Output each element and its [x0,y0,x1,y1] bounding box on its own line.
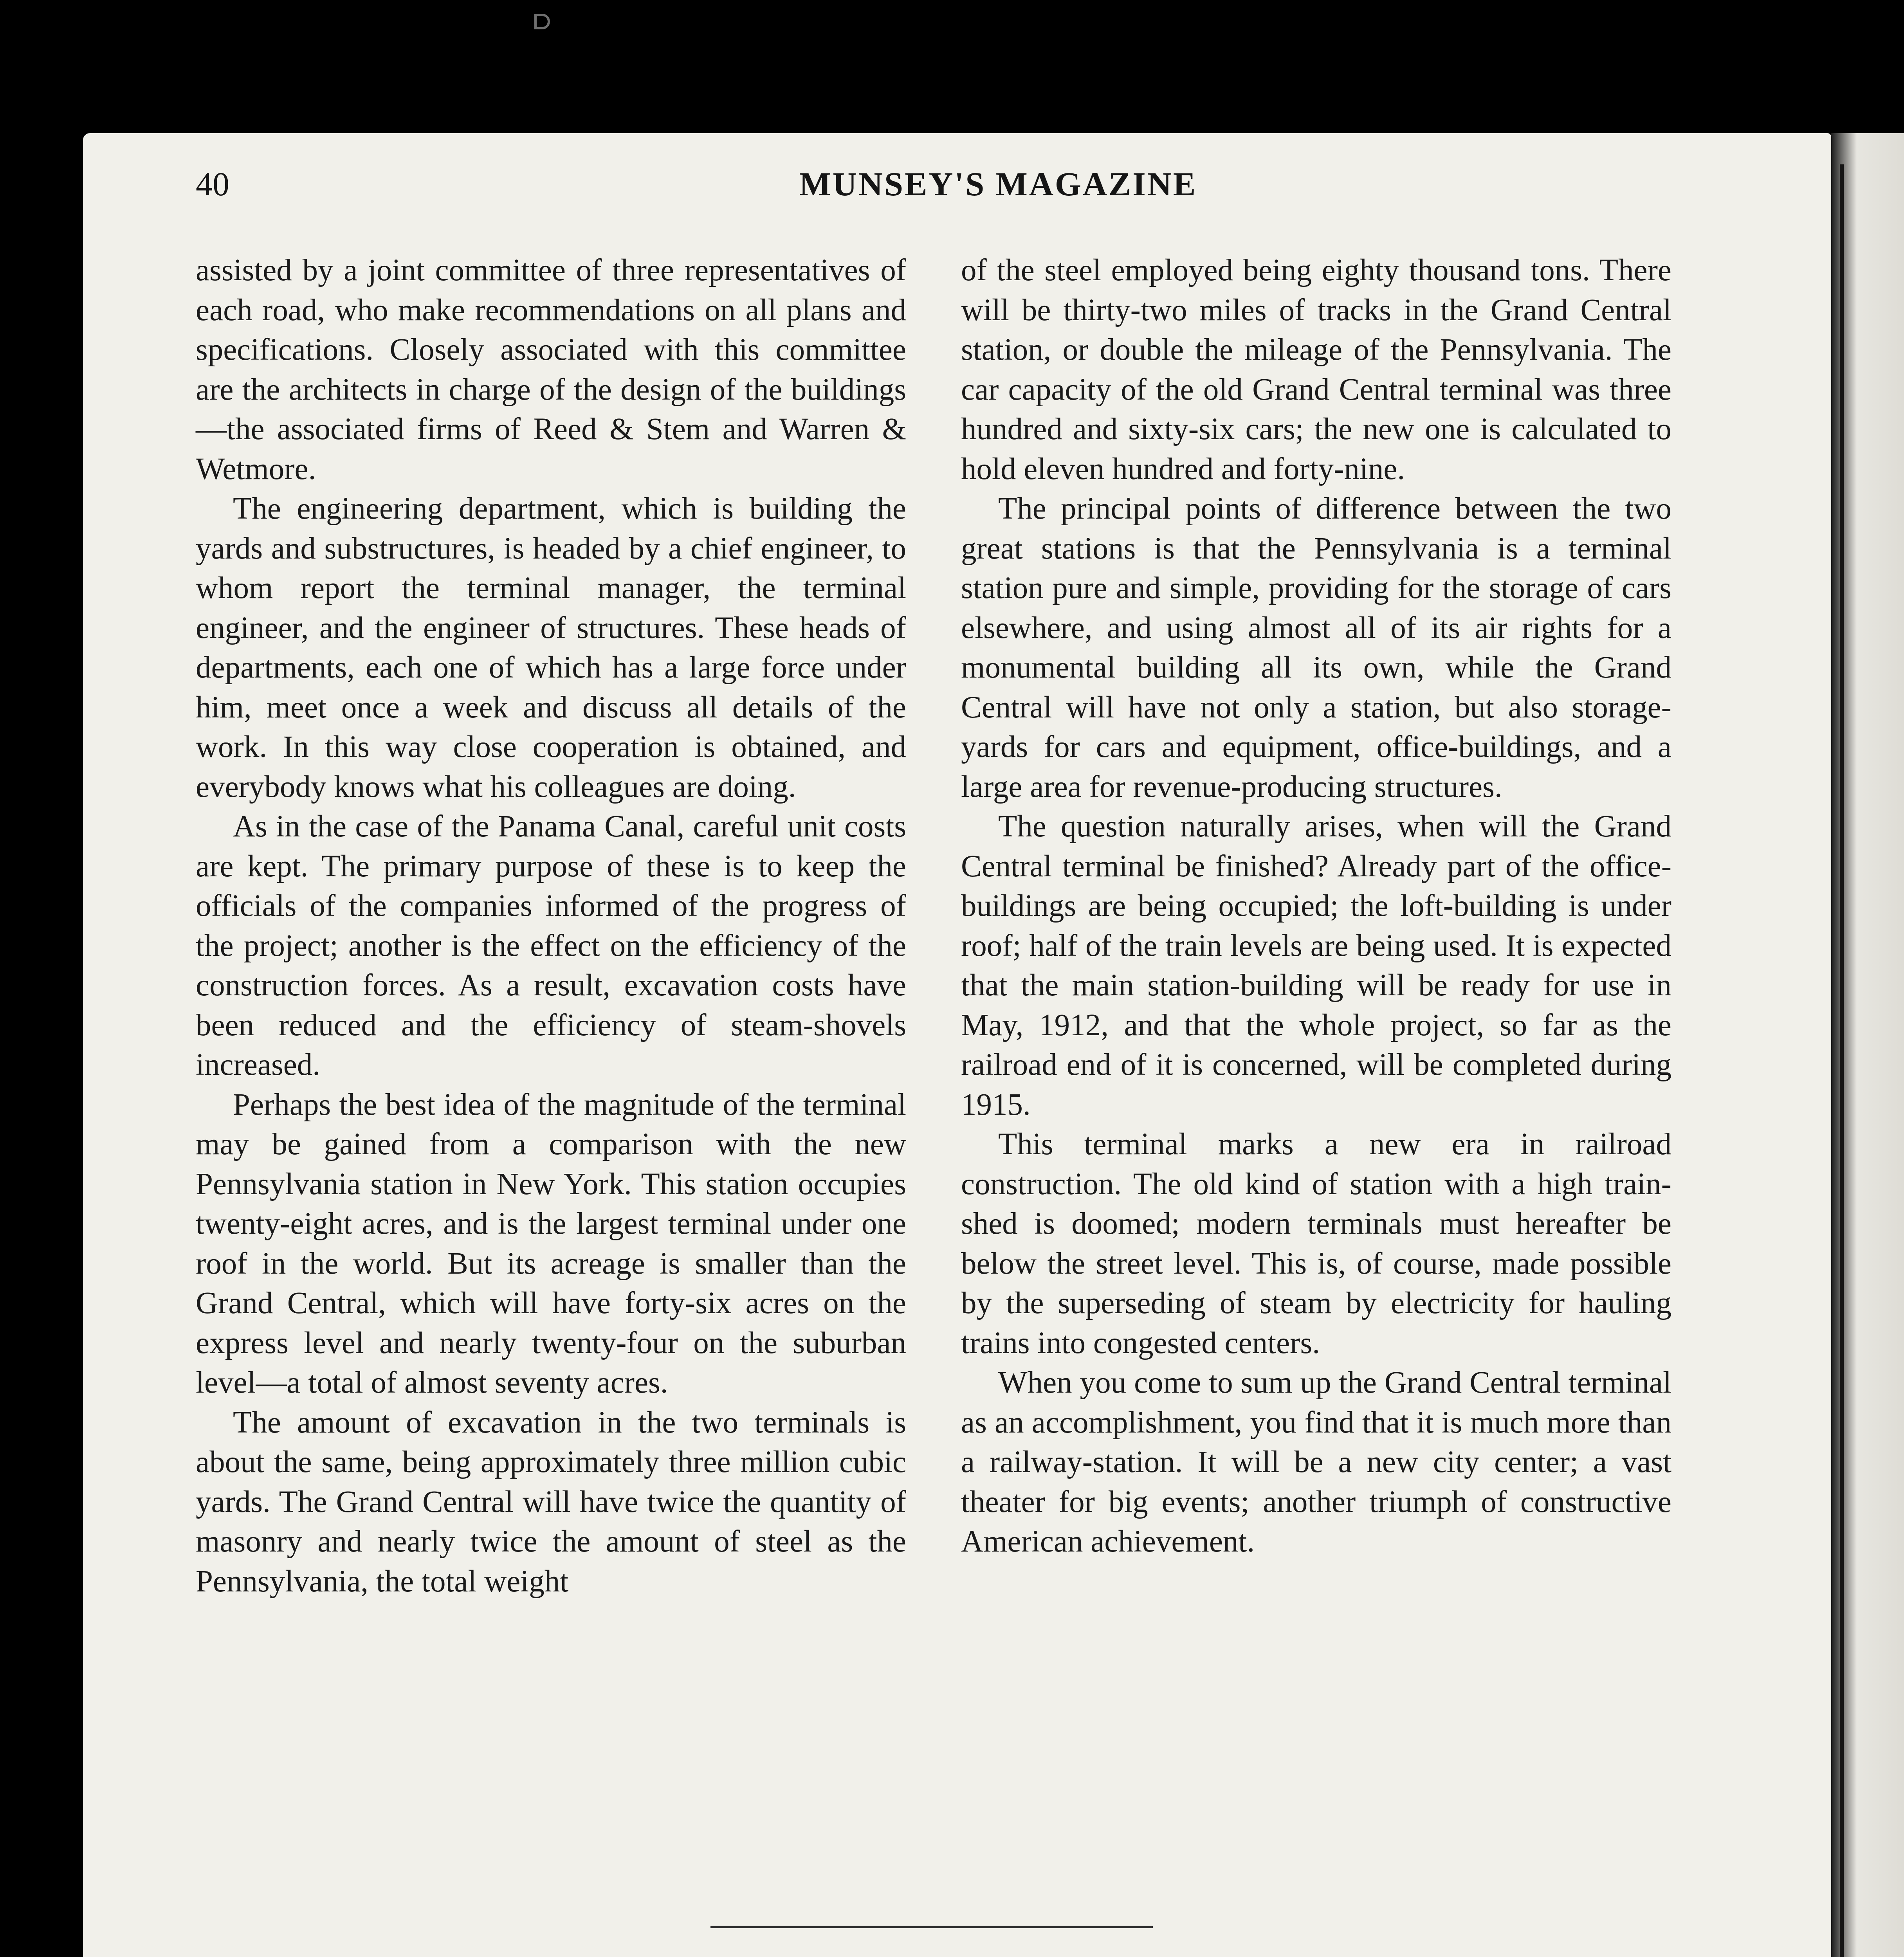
paragraph: When you come to sum up the Grand Central terminal as an accomplishment, you find that it is much more than a railway-station. It will be a new city center; a vast theater for big events; another triumph of constructive American achievement. [961,1366,1671,1559]
paragraph: of the steel employed being eighty thousand tons. There will be thirty-two miles of tracks in the Grand Central station, or double the mileage of the Pennsylvania. The car capacity of the old Grand Central terminal was three hundred and sixty-six cars; the new one is calculated to hold eleven hundred and forty-nine. [961,253,1671,486]
paragraph: As in the case of the Panama Canal, careful unit costs are kept. The primary purpose of these is to keep the officials of the companies informed of the progress of the project; another is the effect on the efficiency of the construction forces. As a result, excavation costs have been reduced and the efficiency of steam-shovels increased. [196,809,906,1082]
left-column [196,250,906,1601]
right-column [961,250,1671,1562]
paragraph: The question naturally arises, when will the Grand Central terminal be finished? Already part of the office-buildings are being occupied; the loft-building is under roof; half of the train levels are being used. It is expected that the main station-building will be ready for use in May, 1912, and that the whole project, so far as the railroad end of it is concerned, will be completed during 1915. [961,809,1671,1122]
scan-mark [534,14,550,29]
page-number: 40 [196,165,229,203]
paragraph: Perhaps the best idea of the magnitude of the terminal may be gained from a comparison with the new Pennsylvania station in New York. This station occupies twenty-eight acres, and is the largest terminal under one roof in the world. But its acreage is smaller than the Grand Central, which will have forty-six acres on the express level and nearly twenty-four on the suburban level—a total of almost seventy acres. [196,1087,906,1400]
page-gutter-shadow [1840,164,1844,1957]
paragraph: The principal points of difference between the two great stations is that the Pennsylvania is a terminal station pure and simple, providing for the storage of cars elsewhere, and using almost all of its air rights for a monumental building all its own, while the Grand Central will have not only a station, but also storage-yards for cars and equipment, office-buildings, and a large area for revenue-producing structures. [961,492,1671,804]
running-head [196,164,1801,211]
paragraph: assisted by a joint committee of three representatives of each road, who make recommendations on all plans and specifications. Closely associated with this committee are the architects in charge of the design of the buildings—the associated firms of Reed & Stem and Warren & Wetmore. [196,253,906,486]
magazine-title: MUNSEY'S MAGAZINE [799,165,1197,203]
section-divider [710,1926,1153,1928]
paragraph: The engineering department, which is building the yards and substructures, is headed by a chief engineer, to whom report the terminal manager, the terminal engineer, and the engineer of structures. These heads of departments, each one of which has a large force under him, meet once a week and discuss all details of the work. In this way close cooperation is obtained, and everybody knows what his colleagues are doing. [196,492,906,804]
paragraph: This terminal marks a new era in railroad construction. The old kind of station with a high train-shed is doomed; modern terminals must hereafter be below the street level. This is, of course, made possible by the superseding of steam by electricity for hauling trains into congested centers. [961,1127,1671,1360]
paragraph: The amount of excavation in the two terminals is about the same, being approximately three million cubic yards. The Grand Central will have twice the quantity of masonry and nearly twice the amount of steel as the Pennsylvania, the total weight [196,1405,906,1598]
